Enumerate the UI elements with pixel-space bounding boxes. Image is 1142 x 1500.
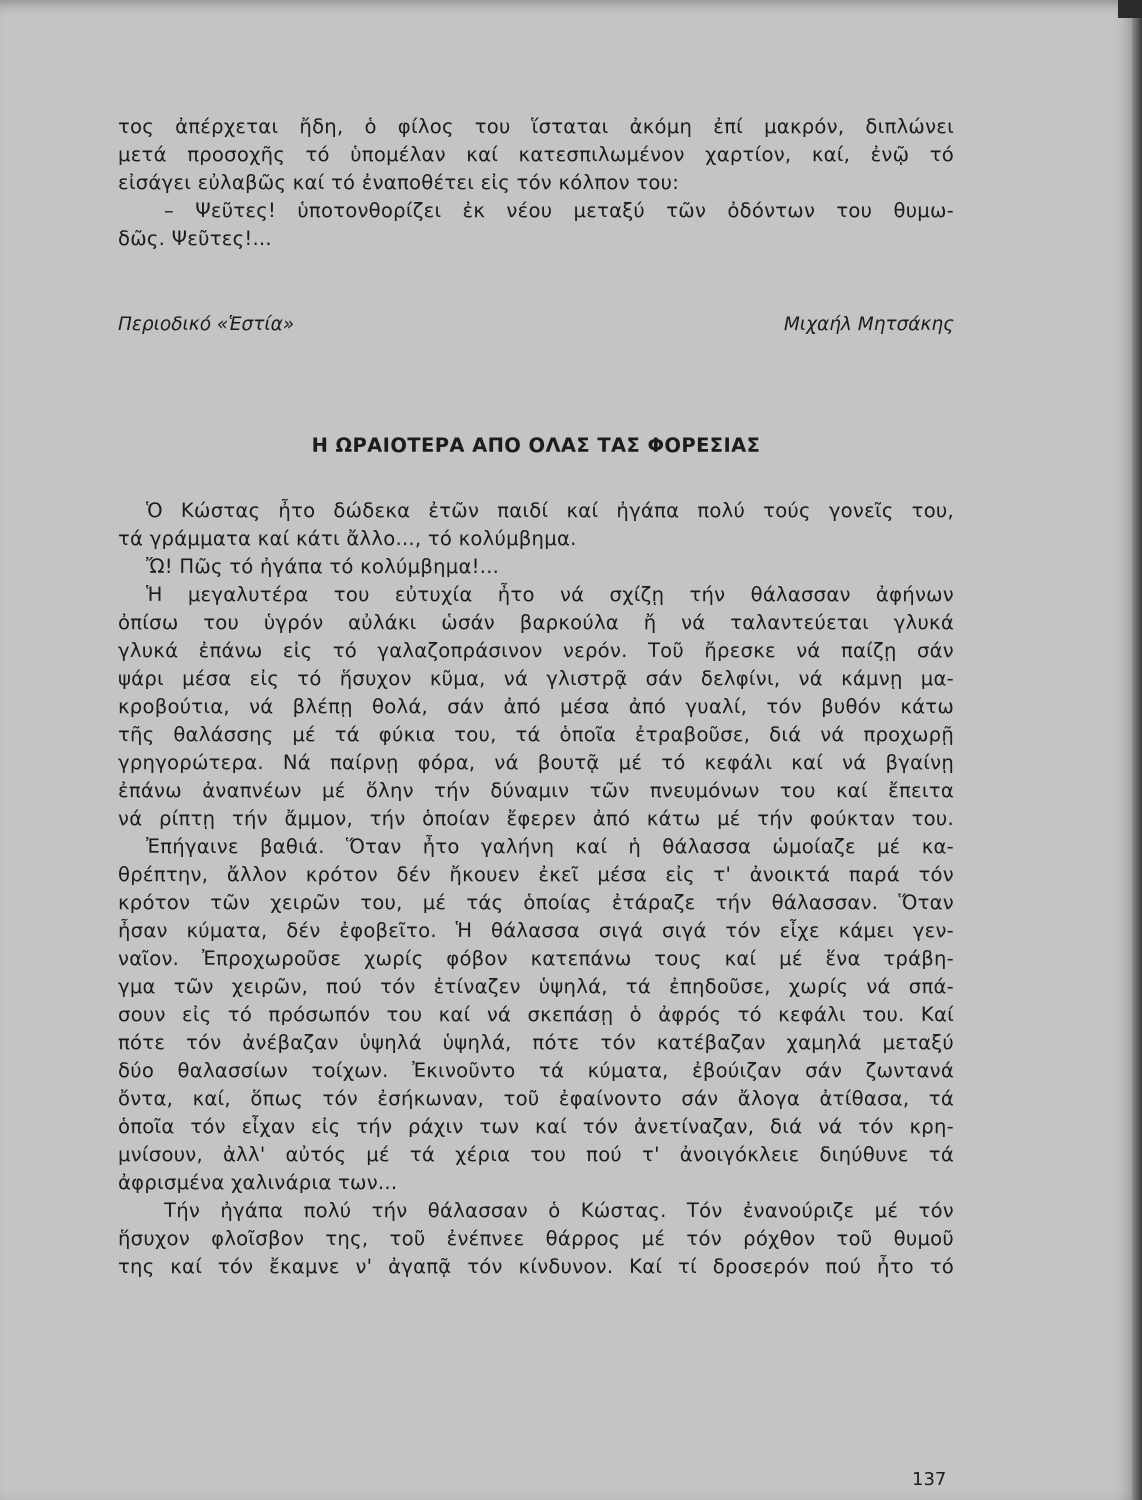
source-author: Μιχαήλ Μητσάκης	[783, 314, 954, 335]
body-line: Τήν ἠγάπα πολύ τήν θάλασσαν ὁ Κώστας. Τόν ἐνανούριζε μέ τόν	[164, 1199, 954, 1222]
scan-corner	[1118, 0, 1142, 18]
body-line: ὀπίσω του ὑγρόν αὐλάκι ὡσάν βαρκούλα ἤ νά ταλαντεύεται γλυκά	[118, 611, 954, 634]
page-edge-shadow	[1132, 0, 1142, 1500]
body-line: γρηγορώτερα. Νά παίρνῃ φόρα, νά βουτᾷ μέ τό κεφάλι καί νά βγαίνῃ	[118, 751, 954, 774]
body-text	[118, 497, 954, 1281]
body-line: μνίσουν, ἀλλ' αὐτός μέ τά χέρια του πού τ' ἀνοιγόκλειε διηύθυνε τά	[118, 1143, 954, 1166]
chapter-heading: Η ΩΡΑΙΟΤΕΡΑ ΑΠΟ ΟΛΑΣ ΤΑΣ ΦΟΡΕΣΙΑΣ	[311, 434, 761, 457]
body-line: ἦσαν κύματα, δέν ἐφοβεῖτο. Ἡ θάλασσα σιγά σιγά τόν εἶχε κάμει γεν-	[118, 919, 954, 942]
page-number: 137	[912, 1469, 947, 1490]
intro-line: δῶς. Ψεῦτες!...	[118, 227, 272, 250]
body-line: ἥσυχον φλοῖσβον της, τοῦ ἐνέπνεε θάρρος μέ τόν ρόχθον τοῦ θυμοῦ	[118, 1227, 954, 1250]
intro-line: εἰσάγει εὐλαβῶς καί τό ἐναποθέτει εἰς τόν κόλπον του:	[118, 171, 680, 194]
body-line: δύο θαλασσίων τοίχων. Ἐκινοῦντο τά κύματα, ἐβούιζαν σάν ζωντανά	[118, 1059, 954, 1082]
body-line: τῆς θαλάσσης μέ τά φύκια του, τά ὁποῖα ἐτραβοῦσε, διά νά προχωρῇ	[118, 723, 954, 746]
intro-line: μετά προσοχῆς τό ὑπομέλαν καί κατεσπιλωμένον χαρτίον, καί, ἐνῷ τό	[118, 143, 954, 166]
body-line: νά ρίπτῃ τήν ἄμμον, τήν ὁποίαν ἔφερεν ἀπό κάτω μέ τήν φούκταν του.	[118, 807, 954, 830]
body-line: ὄντα, καί, ὅπως τόν ἐσήκωναν, τοῦ ἐφαίνοντο σάν ἄλογα ἀτίθασα, τά	[118, 1087, 954, 1110]
body-line: Ὁ Κώστας ἦτο δώδεκα ἐτῶν παιδί καί ἠγάπα πολύ τούς γονεῖς του,	[146, 499, 954, 522]
body-line: θρέπτην, ἄλλον κρότον δέν ἤκουεν ἐκεῖ μέσα εἰς τ' ἀνοικτά παρά τόν	[118, 863, 954, 886]
body-line: κρότον τῶν χειρῶν του, μέ τάς ὁποίας ἐτάραζε τήν θάλασσαν. Ὅταν	[118, 891, 954, 914]
body-line: τά γράμματα καί κάτι ἄλλο..., τό κολύμβημα.	[118, 527, 577, 550]
intro-line: τος ἀπέρχεται ἤδη, ὁ φίλος του ἵσταται ἀκόμη ἐπί μακρόν, διπλώνει	[118, 115, 954, 138]
intro-line: – Ψεῦτες! ὑποτονθορίζει ἐκ νέου μεταξύ τῶν ὀδόντων του θυμω-	[164, 199, 954, 222]
source-periodical: Περιοδικό «Ἑστία»	[118, 314, 295, 335]
body-line: ναῖον. Ἐπροχωροῦσε χωρίς φόβον κατεπάνω τους καί μέ ἕνα τράβη-	[118, 947, 954, 970]
body-line: της καί τόν ἔκαμνε ν' ἀγαπᾷ τόν κίνδυνον. Καί τί δροσερόν πού ἦτο τό	[118, 1255, 954, 1278]
body-line: ἀφρισμένα χαλινάρια των...	[118, 1171, 398, 1194]
body-line: ψάρι μέσα εἰς τό ἥσυχον κῦμα, νά γλιστρᾷ σάν δελφίνι, νά κάμνῃ μα-	[118, 667, 954, 690]
body-line: κροβούτια, νά βλέπῃ θολά, σάν ἀπό μέσα ἀπό γυαλί, τόν βυθόν κάτω	[118, 695, 954, 718]
body-line: γμα τῶν χειρῶν, πού τόν ἐτίναζεν ὑψηλά, τά ἐπηδοῦσε, χωρίς νά σπά-	[118, 975, 954, 998]
body-line: γλυκά ἐπάνω εἰς τό γαλαζοπράσινον νερόν. Τοῦ ἤρεσκε νά παίζῃ σάν	[118, 639, 954, 662]
body-line: Ὤ! Πῶς τό ἠγάπα τό κολύμβημα!...	[146, 555, 500, 578]
source-attribution	[118, 311, 954, 339]
body-line: σουν εἰς τό πρόσωπόν του καί νά σκεπάσῃ ὁ ἀφρός τό κεφάλι του. Καί	[118, 1003, 954, 1026]
body-line: Ἐπήγαινε βαθιά. Ὅταν ἦτο γαλήνη καί ἡ θάλασσα ὡμοίαζε μέ κα-	[146, 835, 954, 858]
intro-text	[118, 113, 954, 253]
body-line: ἐπάνω ἀναπνέων μέ ὅλην τήν δύναμιν τῶν πνευμόνων του καί ἔπειτα	[118, 779, 954, 802]
body-line: πότε τόν ἀνέβαζαν ὑψηλά ὑψηλά, πότε τόν κατέβαζαν χαμηλά μεταξύ	[118, 1031, 954, 1054]
body-line: ὁποῖα τόν εἶχαν εἰς τήν ράχιν των καί τόν ἀνετίναζαν, διά νά τόν κρη-	[118, 1115, 954, 1138]
body-line: Ἡ μεγαλυτέρα του εὐτυχία ἦτο νά σχίζῃ τήν θάλασσαν ἀφήνων	[146, 583, 954, 606]
